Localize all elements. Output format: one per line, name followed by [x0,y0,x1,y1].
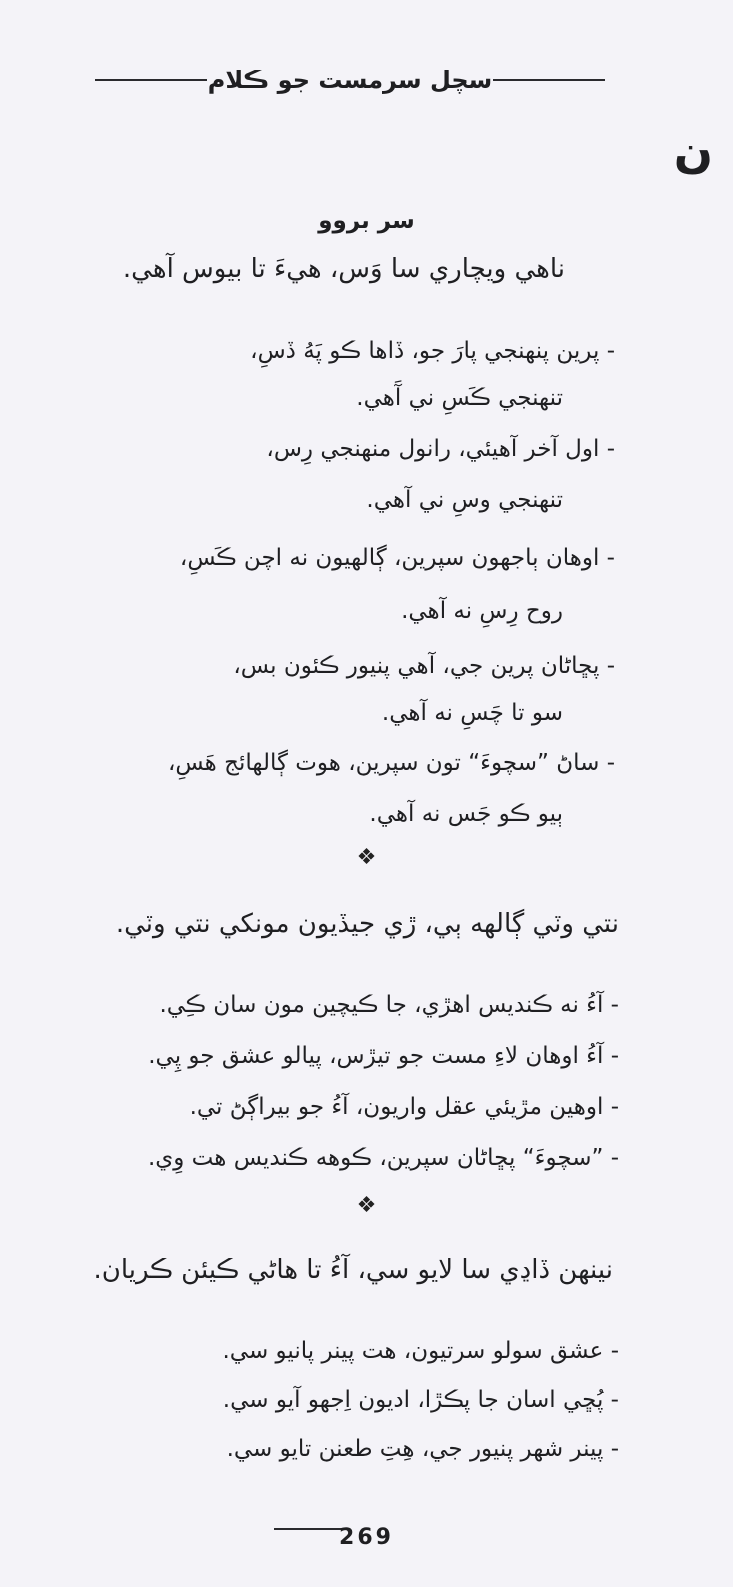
verse-line: سو تا چَسِ نه آهي. [381,700,563,726]
running-header [95,60,605,100]
verse-line: تنهنجي وسِ ني آهي. [366,487,563,513]
page-number: 269 [339,1525,394,1550]
ornament-divider: ❖ [356,1193,377,1218]
header-rule-left [95,79,207,81]
verse-line: روح رِسِ نه آهي. [401,598,563,624]
verse-line: - اول آخر آهيئي، رانول منهنجي رِس، [266,436,615,462]
poem-intro: نينهن ڏاڍي سا لايو سي، آءُ تا هاڻي ڪيئن ڪريان. [93,1255,613,1285]
verse-line: - پرين پنهنجي پارَ جو، ڏاها ڪو پَهُ ڏسِ، [250,338,615,364]
ornament-divider: ❖ [356,845,377,870]
verse-line: ٻيو ڪو جَس نه آهي. [369,801,563,827]
verse-line: - پينر شهر پنيور جي، هِتِ طعنن تايو سي. [226,1436,619,1462]
verse-line: - پڇاڻان پرين جي، آهي پنيور ڪئون بس، [233,653,615,679]
poem-intro: ناهي ويچاري سا وَس، هيءَ تا بيوس آهي. [122,254,565,284]
verse-line: تنهنجي ڪَسِ ني آَهي. [356,385,563,411]
verse-line: - عشق سولو سرتيون، هت پينر پانيو سي. [222,1338,619,1364]
header-rule-right [493,79,605,81]
verse-line: - ”سچوءَ“ پڇاڻان سپرين، ڪوهه ڪنديس هت وِي. [147,1145,619,1171]
verse-line: - ساڻ ”سچوءَ“ تون سپرين، هوت ڳالهائج هَسِ، [167,750,615,776]
verse-line: - آءُ نه ڪنديس اهڙي، جا ڪيچين مون سان ڪِي. [159,992,619,1018]
poem-intro: نتي وٽي ڳالهه ٻي، ڙي جيڏيون مونکي نتي وٽي. [115,909,619,939]
poem-heading: سر بروو [318,208,415,234]
section-letter: ن [673,124,713,178]
header-title: سچل سرمست جو ڪلام [207,66,493,94]
verse-line: - اوهين مڙيئي عقل واريون، آءُ جو بيراڳڻ تي. [189,1094,619,1120]
verse-line: - آءُ اوهان لاءِ مست جو تيڙس، پيالو عشق جو پِي. [148,1043,619,1069]
verse-line: - اوهان ٻاجهون سپرين، ڳالهيون نه اچن ڪَسِ، [179,545,615,571]
verse-line: - پُڇي اسان جا پڪڙا، اديون اِجهو آيو سي. [222,1387,619,1413]
